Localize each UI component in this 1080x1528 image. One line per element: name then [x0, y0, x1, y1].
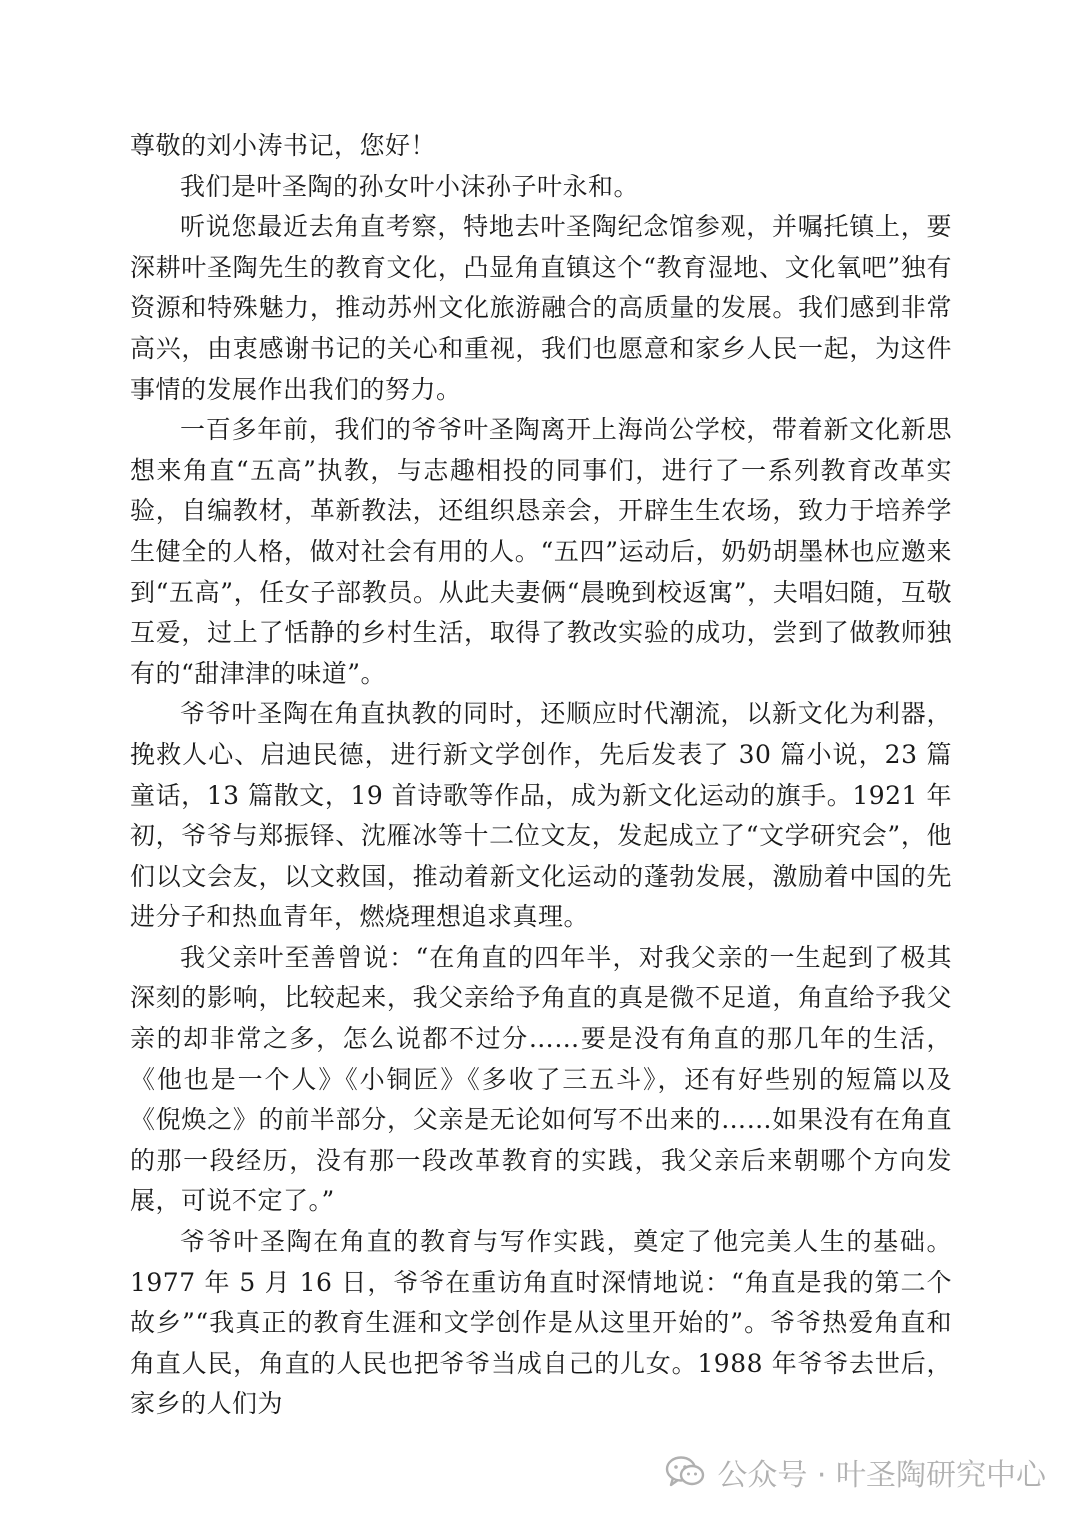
paragraph: 爷爷叶圣陶在角直的教育与写作实践，奠定了他完美人生的基础。1977 年 5 月 16 日，爷爷在重访角直时深情地说：“角直是我的第二个故乡”“我真正的教育生涯和文学创作是从这里开始的”。爷爷热爱角直和角直人民，角直的人民也把爷爷当成自己的儿女。1988 年爷爷去世后，家乡的人们为: [130, 1227, 952, 1419]
paragraph: 一百多年前，我们的爷爷叶圣陶离开上海尚公学校，带着新文化新思想来角直“五高”执教，与志趣相投的同事们，进行了一系列教育改革实验，自编教材，革新教法，还组织恳亲会，开辟生生农场，致力于培养学生健全的人格，做对社会有用的人。“五四”运动后，奶奶胡墨林也应邀来到“五高”，任女子部教员。从此夫妻俩“晨晚到校返寓”，夫唱妇随，互敬互爱，过上了恬静的乡村生活，取得了教改实验的成功，尝到了做教师独有的“甜津津的味道”。: [130, 415, 952, 688]
watermark-text: 公众号 · 叶圣陶研究中心: [717, 1458, 1046, 1493]
salutation: 尊敬的刘小涛书记，您好！: [130, 131, 437, 160]
paragraph: 爷爷叶圣陶在角直执教的同时，还顺应时代潮流，以新文化为利器，挽救人心、启迪民德，进行新文学创作，先后发表了 30 篇小说，23 篇童话，13 篇散文，19 首诗歌等作品，成为新文化运动的旗手。1921 年初，爷爷与郑振铎、沈雁冰等十二位文友，发起成立了“文学研究会”，他们以文会友，以文救国，推动着新文化运动的蓬勃发展，激励着中国的先进分子和热血青年，燃烧理想追求真理。: [130, 699, 952, 932]
letter-body: [130, 126, 952, 1425]
paragraph: 听说您最近去角直考察，特地去叶圣陶纪念馆参观，并嘱托镇上，要深耕叶圣陶先生的教育文化，凸显角直镇这个“教育湿地、文化氧吧”独有资源和特殊魅力，推动苏州文化旅游融合的高质量的发展。我们感到非常高兴，由衷感谢书记的关心和重视，我们也愿意和家乡人民一起，为这件事情的发展作出我们的努力。: [130, 212, 952, 404]
paragraph: 我们是叶圣陶的孙女叶小沫孙子叶永和。: [180, 171, 640, 201]
wechat-official-account-icon: [665, 1454, 705, 1490]
paragraph: 我父亲叶至善曾说：“在角直的四年半，对我父亲的一生起到了极其深刻的影响，比较起来，我父亲给予角直的真是微不足道，角直给予我父亲的却非常之多，怎么说都不过分……要是没有角直的那几年的生活，《他也是一个人》《小铜匠》《多收了三五斗》，还有好些别的短篇以及《倪焕之》的前半部分，父亲是无论如何写不出来的……如果没有在角直的那一段经历，没有那一段改革教育的实践，我父亲后来朝哪个方向发展，可说不定了。”: [130, 942, 952, 1216]
watermark: [665, 1450, 1046, 1494]
